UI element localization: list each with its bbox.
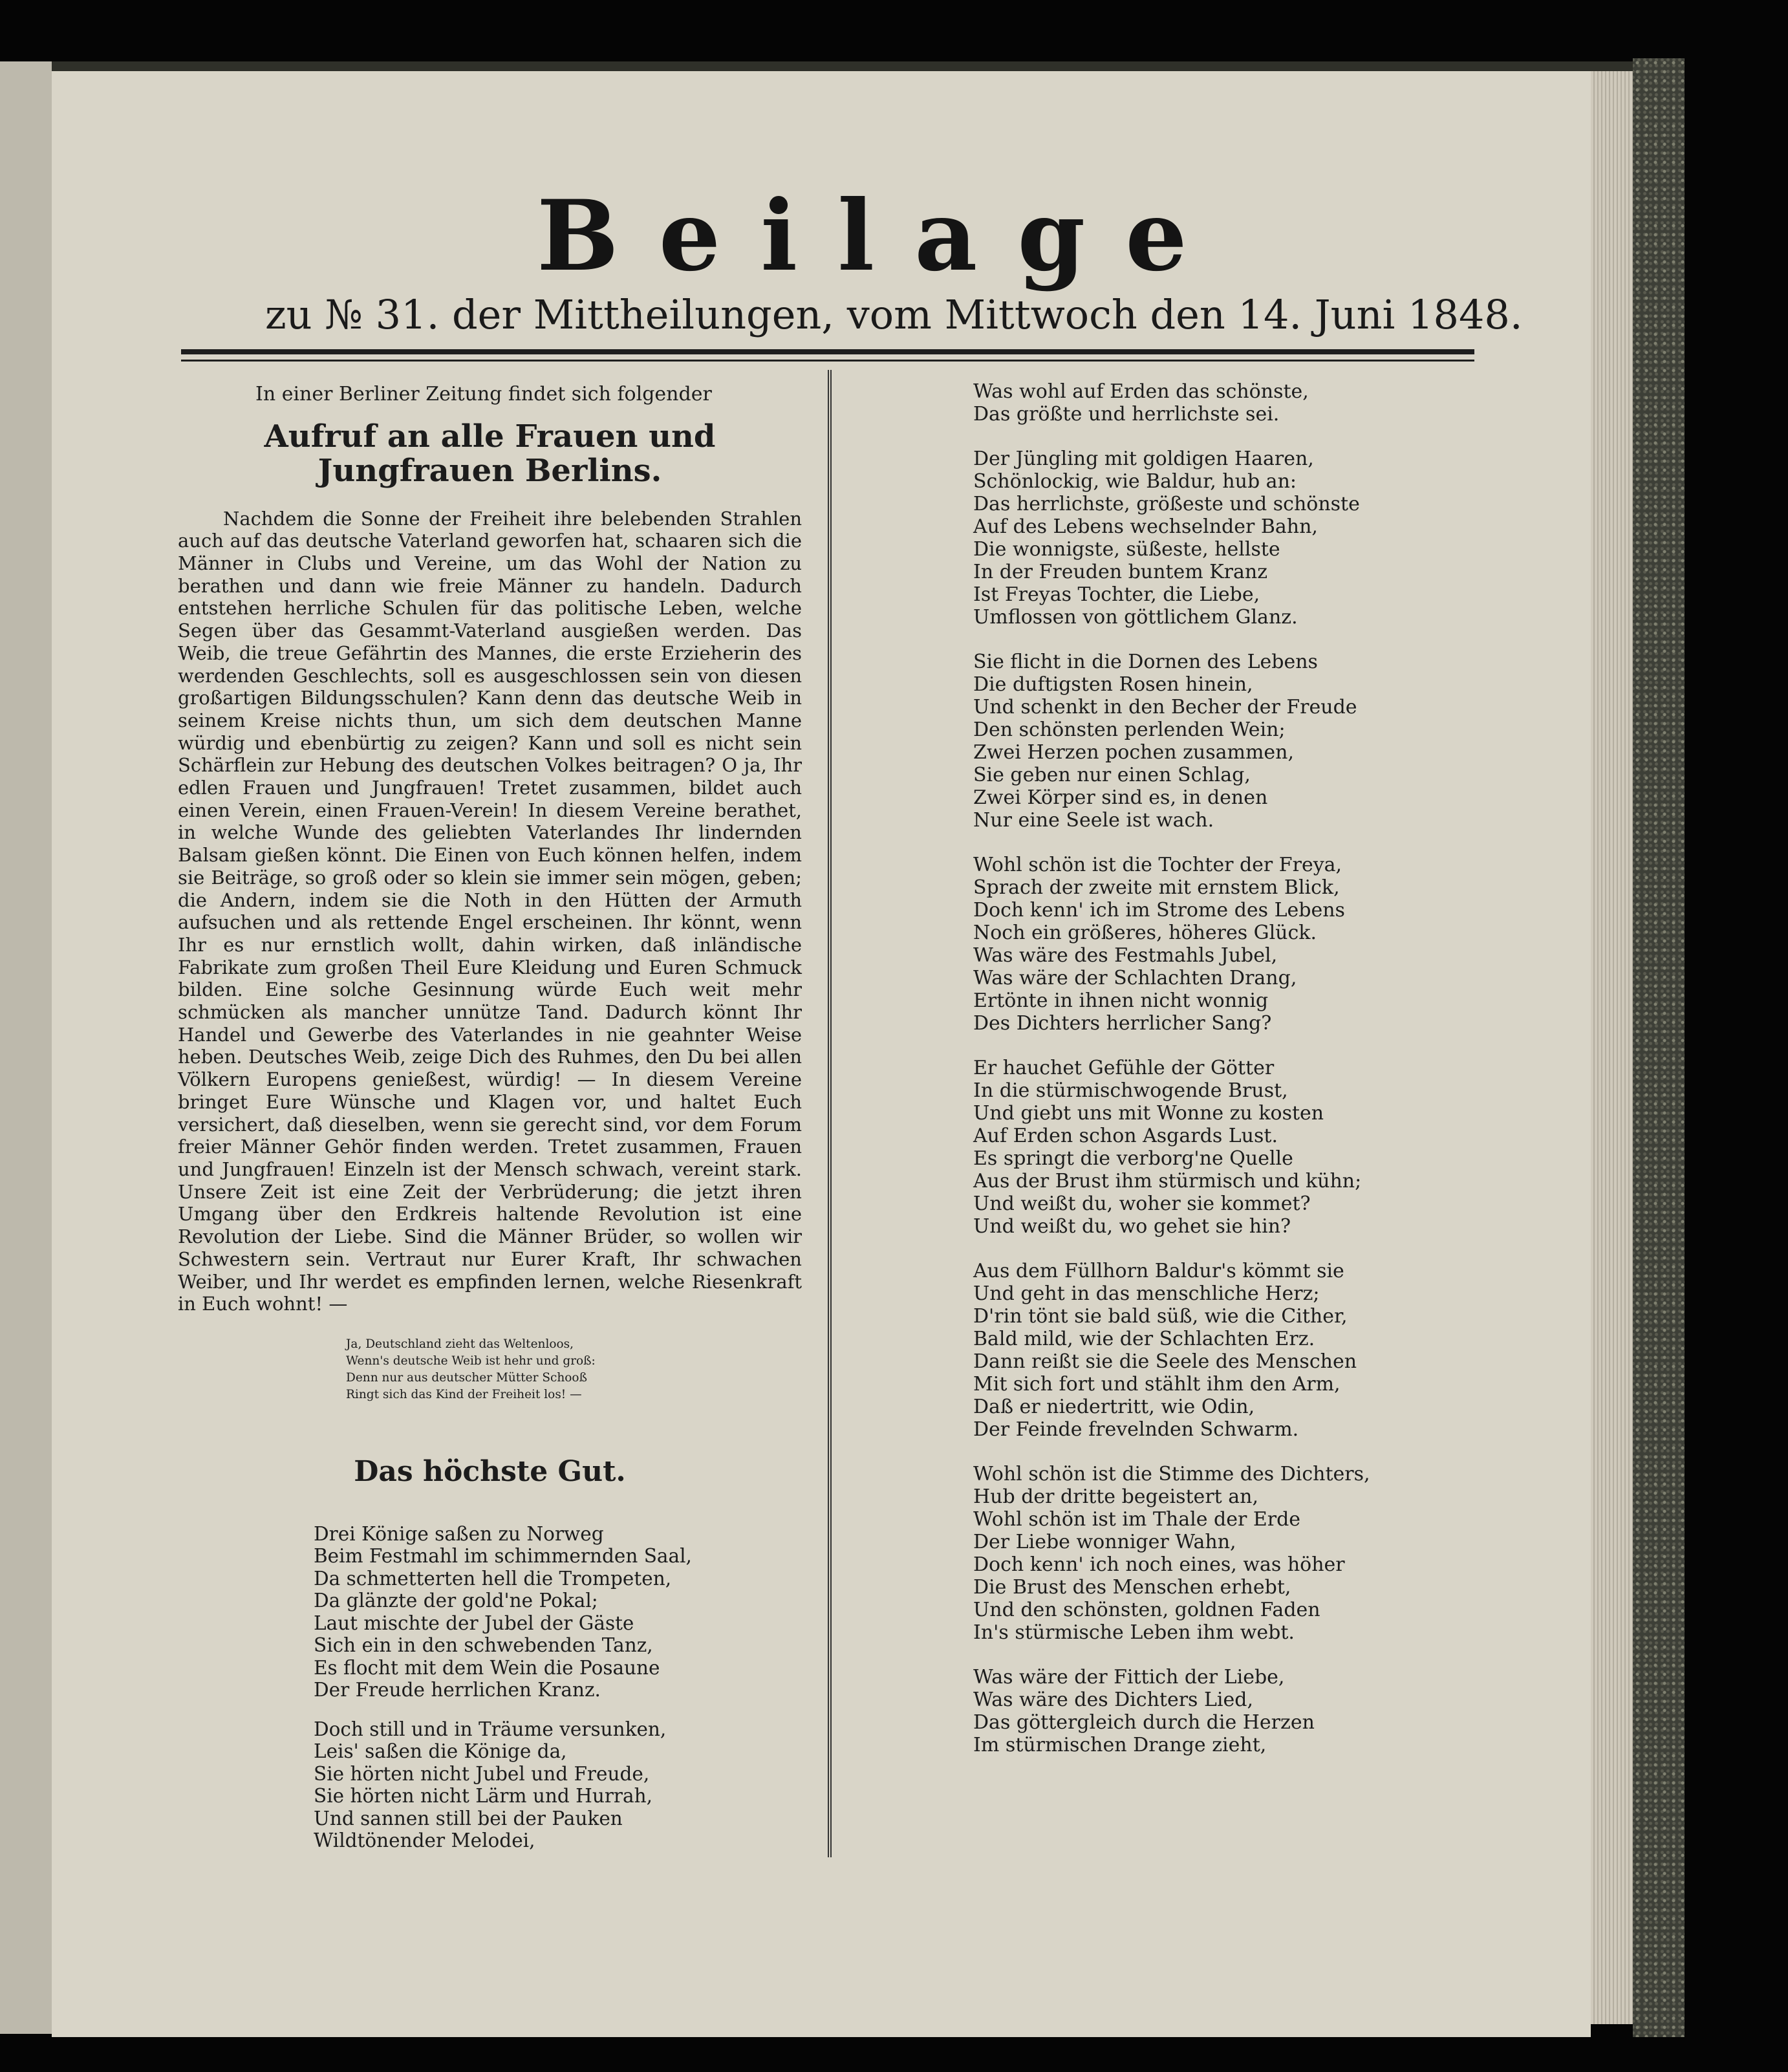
poem-line: Da schmetterten hell die Trompeten,	[314, 1567, 672, 1590]
newspaper-page	[52, 71, 1591, 2037]
poem-line: Es flocht mit dem Wein die Posaune	[314, 1656, 660, 1679]
article-intro: In einer Berliner Zeitung findet sich folgender	[255, 383, 712, 405]
poem-line: Die Brust des Menschen erhebt,	[973, 1576, 1291, 1599]
poem-line: In die stürmischwogende Brust,	[973, 1079, 1288, 1102]
poem-line: Nur eine Seele ist wach.	[973, 809, 1214, 832]
poem-line: Sie flicht in die Dornen des Lebens	[973, 651, 1318, 673]
poem-line: Der Liebe wonniger Wahn,	[973, 1531, 1236, 1553]
poem-stanza	[314, 1523, 802, 1701]
poem-line: Sprach der zweite mit ernstem Blick,	[973, 876, 1340, 899]
poem-line: Aus dem Füllhorn Baldur's kömmt sie	[973, 1260, 1344, 1282]
page-stack-edge	[1591, 71, 1633, 2024]
article-motto	[346, 1336, 802, 1403]
poem-line: Es springt die verborg'ne Quelle	[973, 1147, 1293, 1170]
poem-line: Und weißt du, woher sie kommet?	[973, 1192, 1311, 1215]
poem-line: Das herrlichste, größeste und schönste	[973, 493, 1360, 515]
poem-line: Was wäre des Festmahls Jubel,	[973, 944, 1278, 967]
poem-stanza	[973, 1463, 1503, 1644]
poem-line: Und giebt uns mit Wonne zu kosten	[973, 1102, 1324, 1125]
motto-line: Wenn's deutsche Weib ist hehr und groß:	[346, 1354, 596, 1368]
poem-line: Was wäre der Schlachten Drang,	[973, 967, 1297, 989]
poem-stanza	[314, 1718, 802, 1852]
poem-line: Im stürmischen Drange zieht,	[973, 1734, 1267, 1756]
poem-line: Aus der Brust ihm stürmisch und kühn;	[973, 1170, 1362, 1192]
poem-line: Wohl schön ist die Stimme des Dichters,	[973, 1463, 1370, 1485]
left-page-edge	[0, 61, 53, 2034]
poem-line: Sie hörten nicht Lärm und Hurrah,	[314, 1785, 652, 1808]
poem-line: Schönlockig, wie Baldur, hub an:	[973, 470, 1297, 493]
poem-line: Doch still und in Träume versunken,	[314, 1718, 667, 1740]
poem-line: Laut mischte der Jubel der Gäste	[314, 1612, 634, 1634]
left-column	[178, 383, 802, 1869]
poem-line: Dann reißt sie die Seele des Menschen	[973, 1350, 1357, 1373]
poem-line: Ist Freyas Tochter, die Liebe,	[973, 583, 1260, 606]
poem-line: Das göttergleich durch die Herzen	[973, 1711, 1315, 1734]
poem-line: Und geht in das menschliche Herz;	[973, 1282, 1320, 1305]
poem-line: Wohl schön ist im Thale der Erde	[973, 1508, 1301, 1531]
poem-line: Da glänzte der gold'ne Pokal;	[314, 1590, 598, 1612]
poem-line: Der Jüngling mit goldigen Haaren,	[973, 448, 1314, 470]
poem-line: Sie hörten nicht Jubel und Freude,	[314, 1762, 650, 1785]
column-divider	[828, 370, 832, 1857]
header-rule-thin	[181, 360, 1474, 362]
poem-line: Doch kenn' ich im Strome des Lebens	[973, 899, 1345, 922]
poem-line: Und schenkt in den Becher der Freude	[973, 696, 1357, 718]
poem-stanza	[973, 651, 1503, 832]
poem-line: Sich ein in den schwebenden Tanz,	[314, 1634, 653, 1657]
poem-line: Und den schönsten, goldnen Faden	[973, 1599, 1320, 1621]
poem-stanza	[973, 1057, 1503, 1238]
poem-line: Der Freude herrlichen Kranz.	[314, 1679, 601, 1701]
poem-line: Beim Festmahl im schimmernden Saal,	[314, 1545, 692, 1568]
poem-line: Doch kenn' ich noch eines, was höher	[973, 1553, 1345, 1576]
poem-line: Hub der dritte begeistert an,	[973, 1485, 1258, 1508]
poem-line: Der Feinde frevelnden Schwarm.	[973, 1418, 1299, 1441]
motto-line: Denn nur aus deutscher Mütter Schooß	[346, 1370, 587, 1385]
article-body: Nachdem die Sonne der Freiheit ihre belebenden Strahlen auch auf das deutsche Vaterland geworfen hat, schaaren sich die Männer in Clubs und Vereine, um das Wohl der Nation zu berathen und dann wie freie Männer zu handeln. Dadurch entstehen herrliche Schulen für das politische Leben, welche Segen über das Gesammt-Vaterland ausgießen werden. Das Weib, die treue Gefährtin des Mannes, die erste Erzieherin des werdenden Geschlechts, soll es ausgeschlossen sein von diesen großartigen Bildungsschulen? Kann denn das deutsche Weib in seinem Kreise nichts thun, um sich dem deutschen Manne würdig und ebenbürtig zu zeigen? Kann und soll es nicht sein Schärflein zur Hebung des deutschen Volkes beitragen? O ja, Ihr edlen Frauen und Jungfrauen! Tretet zusammen, bildet auch einen Verein, einen Frauen-Verein! In diesem Vereine berathet, in welche Wunde des geliebten Vaterlandes Ihr lindernden Balsam gießen könnt. Die Einen von Euch können helfen, indem sie Beiträge, so groß oder so klein sie immer sein mögen, geben; die Andern, indem sie die Noth in den Hütten der Armuth aufsuchen und als rettende Engel erscheinen. Ihr könnt, wenn Ihr es nur ernstlich wollt, dahin wirken, daß inländische Fabrikate zum großen Theil Eure Kleidung und Euren Schmuck bilden. Eine solche Gesinnung würde Euch weit mehr schmücken als mancher unnütze Tand. Dadurch könnt Ihr Handel und Gewerbe des Vaterlandes in nie geahnter Weise heben. Deutsches Weib, zeige Dich des Ruhmes, den Du bei allen Völkern Europens genießest, würdig! — In diesem Vereine bringet Eure Wünsche und Klagen vor, und haltet Euch versichert, daß dieselben, wenn sie gerecht sind, vor dem Forum freier Männer Gehör finden werden. Tretet zusammen, Frauen und Jungfrauen! Einzeln ist der Mensch schwach, vereint stark. Unsere Zeit ist eine Zeit der Verbrüderung; die jetzt ihren Umgang über den Erdkreis haltende Revolution ist eine Revolution der Liebe. Sind die Männer Brüder, so wollen wir Schwestern sein. Vertraut nur Eurer Kraft, Ihr schwachen Weiber, und Ihr werdet es empfinden lernen, welche Riesenkraft in Euch wohnt! —	[178, 507, 802, 1315]
poem-stanza	[973, 448, 1503, 629]
poem-line: Leis' saßen die Könige da,	[314, 1740, 567, 1763]
poem-line: Auf Erden schon Asgards Lust.	[973, 1125, 1278, 1147]
poem-stanza	[973, 1666, 1503, 1756]
book-binding	[1633, 58, 1685, 2037]
poem-line: Die duftigsten Rosen hinein,	[973, 673, 1253, 696]
poem-line: Des Dichters herrlicher Sang?	[973, 1012, 1272, 1035]
poem-line: Sie geben nur einen Schlag,	[973, 764, 1251, 786]
poem-line: Ertönte in ihnen nicht wonnig	[973, 989, 1269, 1012]
article-title: Aufruf an alle Frauen und Jungfrauen Berlins.	[264, 418, 716, 489]
poem-line: Wohl schön ist die Tochter der Freya,	[973, 854, 1342, 876]
poem-line: Noch ein größeres, höheres Glück.	[973, 922, 1317, 944]
motto-line: Ringt sich das Kind der Freiheit los! —	[346, 1387, 582, 1401]
poem-stanza	[973, 854, 1503, 1035]
poem-line: Zwei Körper sind es, in denen	[973, 786, 1268, 809]
poem-left-part	[178, 1523, 802, 1852]
header-rule-thick	[181, 349, 1474, 354]
poem-line: Die wonnigste, süßeste, hellste	[973, 538, 1280, 561]
poem-line: In's stürmische Leben ihm webt.	[973, 1621, 1295, 1644]
poem-line: Was wohl auf Erden das schönste,	[973, 380, 1309, 403]
poem-line: Zwei Herzen pochen zusammen,	[973, 741, 1294, 764]
right-column-poem	[973, 380, 1503, 1778]
poem-line: Wildtönender Melodei,	[314, 1829, 535, 1852]
poem-line: Bald mild, wie der Schlachten Erz.	[973, 1328, 1315, 1350]
poem-stanza	[973, 1260, 1503, 1441]
poem-line: Was wäre der Fittich der Liebe,	[973, 1666, 1285, 1689]
poem-line: Umflossen von göttlichem Glanz.	[973, 606, 1298, 629]
poem-line: Mit sich fort und stählt ihm den Arm,	[973, 1373, 1341, 1396]
poem-line: Er hauchet Gefühle der Götter	[973, 1057, 1275, 1079]
poem-title: Das höchste Gut.	[354, 1454, 626, 1488]
poem-stanza	[973, 380, 1503, 426]
poem-line: In der Freuden buntem Kranz	[973, 561, 1267, 583]
masthead-subtitle: zu № 31. der Mittheilungen, vom Mittwoch den 14. Juni 1848.	[265, 291, 1523, 338]
poem-line: Daß er niedertritt, wie Odin,	[973, 1396, 1255, 1418]
poem-line: Und weißt du, wo gehet sie hin?	[973, 1215, 1291, 1238]
poem-line: Was wäre des Dichters Lied,	[973, 1689, 1253, 1711]
poem-line: Das größte und herrlichste sei.	[973, 403, 1280, 426]
motto-line: Ja, Deutschland zieht das Weltenloos,	[346, 1337, 574, 1351]
poem-line: D'rin tönt sie bald süß, wie die Cither,	[973, 1305, 1348, 1328]
poem-line: Auf des Lebens wechselnder Bahn,	[973, 515, 1318, 538]
masthead-title: Beilage	[537, 179, 1227, 293]
poem-line: Und sannen still bei der Pauken	[314, 1807, 623, 1829]
poem-line: Den schönsten perlenden Wein;	[973, 718, 1286, 741]
poem-line: Drei Könige saßen zu Norweg	[314, 1522, 604, 1545]
